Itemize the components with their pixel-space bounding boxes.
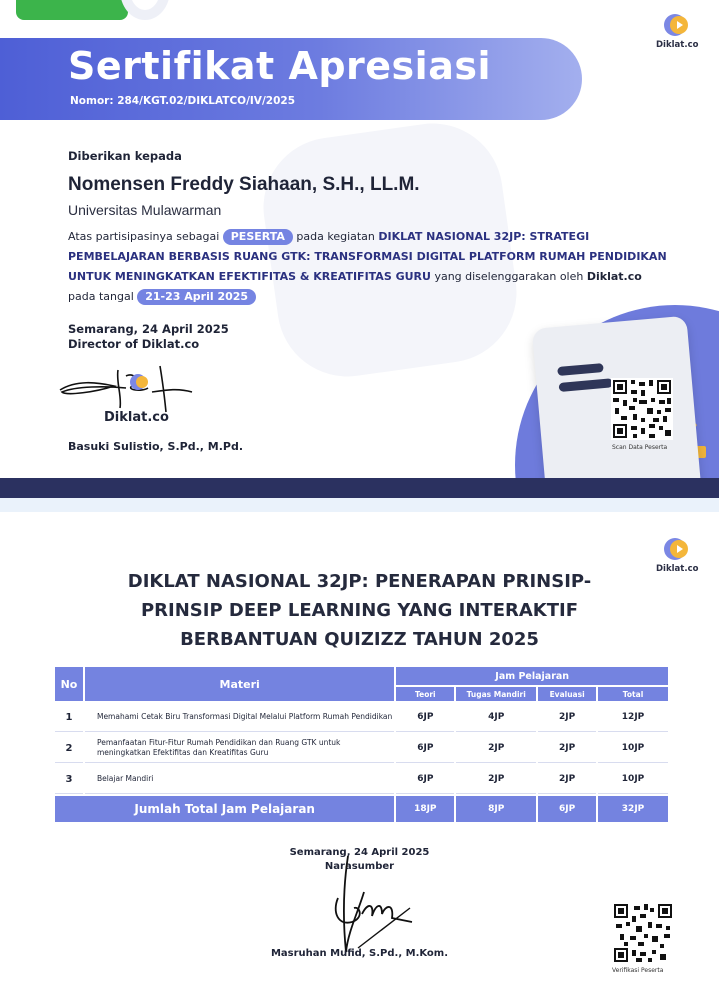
signature-logo-text: Diklat.co (104, 410, 169, 425)
table-row (55, 765, 668, 794)
statement-text-4: pada tangal (68, 290, 134, 303)
schedule-title-line: BERBANTUAN QUIZIZZ TAHUN 2025 (180, 629, 539, 650)
cell-materi: Belajar Mandiri (85, 765, 394, 794)
table-total-row (55, 796, 668, 822)
diklat-logo-icon (662, 534, 690, 562)
header-jam-pelajaran: Jam Pelajaran (396, 667, 668, 685)
cell-teori: 6JP (396, 765, 454, 794)
schedule-page (0, 512, 719, 1001)
certificate-statement (68, 227, 688, 307)
signer-name: Basuki Sulistio, S.Pd., M.Pd. (68, 440, 244, 453)
header-tugas-mandiri: Tugas Mandiri (456, 687, 536, 701)
table-row (55, 703, 668, 732)
cell-no: 3 (55, 765, 83, 794)
date-badge: 21-23 April 2025 (137, 289, 256, 305)
statement-text-3: yang diselenggarakan oleh (434, 270, 584, 283)
diklat-logo (656, 10, 699, 50)
cell-evaluasi: 2JP (538, 765, 596, 794)
cell-tugas: 4JP (456, 703, 536, 732)
cell-total: 10JP (598, 765, 668, 794)
cell-materi: Memahami Cetak Biru Transformasi Digital Melalui Platform Rumah Pendidikan (85, 703, 394, 732)
lesson-hours-table (53, 665, 670, 824)
cell-teori: 6JP (396, 734, 454, 763)
table-row (55, 734, 668, 763)
cell-total: 10JP (598, 734, 668, 763)
speaker-signature (318, 852, 418, 962)
certificate-title: Sertifikat Apresiasi (68, 44, 491, 88)
header-evaluasi: Evaluasi (538, 687, 596, 701)
corner-arc-decoration (120, 0, 170, 20)
verification-caption: Verifikasi Peserta (612, 967, 664, 974)
schedule-signer-name: Masruhan Mufid, S.Pd., M.Kom. (270, 948, 449, 959)
place-date: Semarang, 24 April 2025 (68, 322, 229, 336)
schedule-title-line: DIKLAT NASIONAL 32JP: PENERAPAN PRINSIP- (127, 571, 592, 592)
page-gap (0, 498, 719, 512)
header-total: Total (598, 687, 668, 701)
given-to-label: Diberikan kepada (68, 149, 182, 163)
total-teori: 18JP (396, 796, 454, 822)
cell-evaluasi: 2JP (538, 703, 596, 732)
cell-evaluasi: 2JP (538, 734, 596, 763)
certificate-page (0, 0, 719, 498)
cell-teori: 6JP (396, 703, 454, 732)
header-teori: Teori (396, 687, 454, 701)
organizer-name: Diklat.co (586, 270, 642, 283)
cell-no: 2 (55, 734, 83, 763)
total-tugas: 8JP (456, 796, 536, 822)
recipient-institution: Universitas Mulawarman (68, 202, 222, 218)
header-materi: Materi (85, 667, 394, 701)
signer-title: Director of Diklat.co (68, 337, 200, 351)
role-badge: PESERTA (223, 229, 293, 245)
statement-text-2: pada kegiatan (296, 230, 375, 243)
statement-text-1: Atas partisipasinya sebagai (68, 230, 220, 243)
qr-code-verification[interactable] (612, 902, 674, 964)
schedule-place-date: Semarang, 24 April 2025 (289, 847, 430, 858)
bottom-bar (0, 478, 719, 498)
header-no: No (55, 667, 83, 701)
cell-tugas: 2JP (456, 765, 536, 794)
qr-code-participant[interactable] (611, 378, 673, 440)
qr-caption: Scan Data Peserta (612, 444, 668, 451)
diklat-logo-icon (662, 10, 690, 38)
cell-no: 1 (55, 703, 83, 732)
cell-tugas: 2JP (456, 734, 536, 763)
logo-text: Diklat.co (656, 564, 699, 574)
certificate-number: Nomor: 284/KGT.02/DIKLATCO/IV/2025 (70, 95, 295, 107)
cell-materi: Pemanfaatan Fitur-Fitur Rumah Pendidikan dan Ruang GTK untuk meningkatkan Efektifitas dan Kreatifitas Guru (85, 734, 394, 763)
schedule-title-line: PRINSIP DEEP LEARNING YANG INTERAKTIF (140, 600, 579, 621)
schedule-title (0, 567, 719, 654)
cell-total: 12JP (598, 703, 668, 732)
recipient-name: Nomensen Freddy Siahaan, S.H., LL.M. (68, 174, 420, 195)
total-evaluasi: 6JP (538, 796, 596, 822)
schedule-signer-role: Narasumber (324, 861, 395, 872)
green-tab-decoration (16, 0, 128, 20)
logo-text: Diklat.co (656, 40, 699, 50)
event-name: DIKLAT NASIONAL 32JP: STRATEGI PEMBELAJARAN BERBASIS RUANG GTK: TRANSFORMASI DIGITAL PLATFORM RUMAH PENDIDIKAN UNTUK MENINGKATKAN EFEKTIFITAS & KREATIFITAS GURU (68, 230, 667, 283)
total-label: Jumlah Total Jam Pelajaran (55, 796, 394, 822)
total-total: 32JP (598, 796, 668, 822)
